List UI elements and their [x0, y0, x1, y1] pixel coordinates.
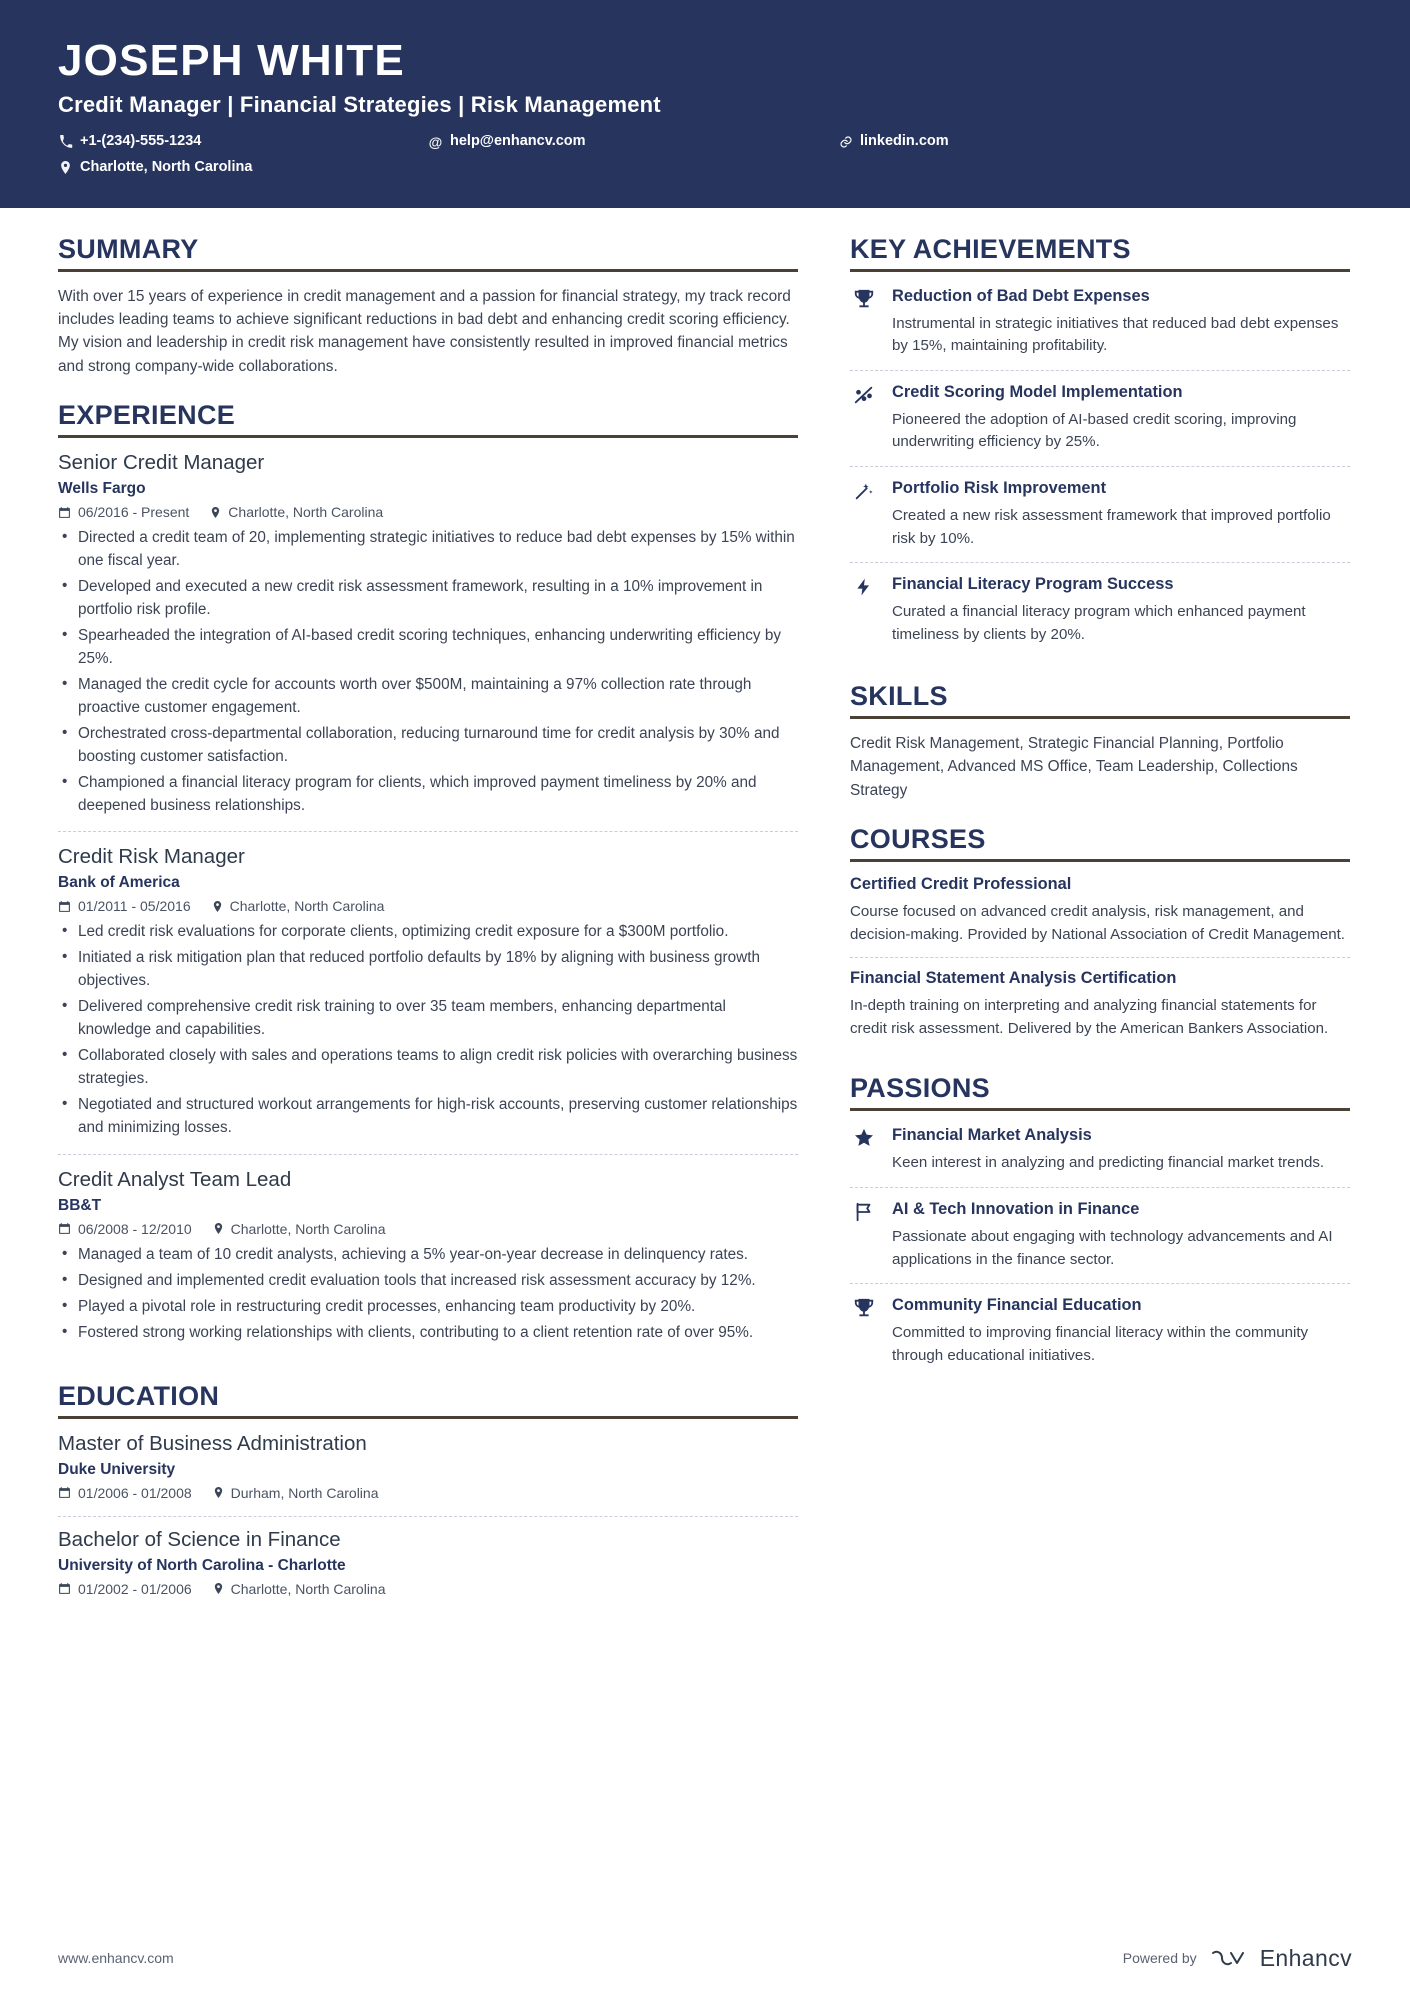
flag-icon	[850, 1200, 878, 1271]
star-icon	[850, 1126, 878, 1175]
page-footer	[0, 1921, 1410, 1995]
education-location-text: Charlotte, North Carolina	[230, 1580, 386, 1597]
calendar-icon	[58, 1582, 71, 1595]
job-bullet: • Managed the credit cycle for accounts worth over $500M, maintaining a 97% collection rate through proactive customer engagement.	[58, 674, 798, 720]
achievement-title: Portfolio Risk Improvement	[892, 479, 1107, 498]
achievement-body	[892, 287, 1350, 358]
calendar-icon	[58, 1486, 71, 1499]
contact-link[interactable]	[838, 130, 1038, 153]
enhancv-wordmark: Enhancv	[1259, 1944, 1352, 1971]
skills-section	[850, 681, 1350, 802]
education-location	[213, 1485, 379, 1501]
magic-wand-icon	[850, 479, 878, 550]
job-bullet: • Directed a credit team of 20, implementing strategic initiatives to reduce bad debt expenses by 15% within one fiscal year.	[58, 527, 798, 573]
achievement-title: Reduction of Bad Debt Expenses	[892, 286, 1150, 305]
passion-item	[850, 1283, 1350, 1379]
education-dates-text: 01/2002 - 01/2006	[78, 1580, 192, 1597]
location-pin-icon	[210, 506, 221, 519]
footer-brand	[1123, 1945, 1352, 1972]
job-role: Senior Credit Manager	[58, 451, 265, 475]
passion-title: Community Financial Education	[892, 1296, 1142, 1315]
job-location	[210, 504, 383, 520]
link-icon	[838, 135, 853, 149]
left-column	[58, 234, 798, 1634]
job-dates	[58, 1221, 192, 1237]
experience-section	[58, 400, 798, 1358]
calendar-icon	[58, 506, 71, 519]
passion-body	[892, 1126, 1350, 1175]
job-bullets	[58, 1244, 798, 1345]
course-item	[850, 875, 1350, 957]
summary-text: With over 15 years of experience in credit management and a passion for financial strategy, my track record includes leading teams to achieve significant reductions in bad debt and enhancing credit scoring efficiency. My vision and leadership in credit risk management have consistently resulted in improved financial metrics and strong company-wide collaborations.	[58, 287, 791, 375]
enhancv-logo-icon	[1209, 1946, 1251, 1970]
trophy-icon	[850, 1296, 878, 1367]
resume-header	[0, 0, 1410, 208]
summary-section	[58, 234, 798, 379]
job-location-text: Charlotte, North Carolina	[230, 1220, 386, 1237]
education-degree: Master of Business Administration	[58, 1431, 367, 1455]
passion-text: Keen interest in analyzing and predicting financial market trends.	[892, 1154, 1325, 1172]
education-section	[58, 1381, 798, 1612]
skills-heading: SKILLS	[850, 680, 948, 711]
enhancv-brand	[1209, 1945, 1352, 1972]
location-pin-icon	[213, 1486, 224, 1499]
calendar-icon	[58, 900, 71, 913]
job-bullet: • Designed and implemented credit evaluation tools that increased risk assessment accuracy by 12%.	[58, 1270, 798, 1293]
job-company: BB&T	[58, 1196, 102, 1214]
contact-location	[58, 156, 1342, 179]
resume-body	[0, 208, 1410, 1634]
location-pin-icon	[58, 160, 73, 175]
achievement-text: Pioneered the adoption of AI-based credit scoring, improving underwriting efficiency by 25%.	[892, 410, 1297, 451]
contact-phone[interactable]	[58, 130, 228, 153]
skills-text: Credit Risk Management, Strategic Financial Planning, Portfolio Management, Advanced MS Office, Team Leadership, Collections Strategy	[850, 734, 1298, 799]
job-role: Credit Risk Manager	[58, 845, 245, 869]
passion-title: Financial Market Analysis	[892, 1126, 1092, 1145]
job-dates-text: 06/2008 - 12/2010	[78, 1220, 192, 1237]
footer-website[interactable]: www.enhancv.com	[58, 1950, 174, 1966]
course-item	[850, 957, 1350, 1051]
education-meta	[58, 1485, 798, 1501]
experience-rule	[58, 435, 798, 438]
job-meta	[58, 898, 798, 914]
education-location-text: Durham, North Carolina	[230, 1484, 379, 1501]
passions-heading: PASSIONS	[850, 1073, 990, 1104]
education-school: University of North Carolina - Charlotte	[58, 1556, 346, 1574]
contact-spacer-2	[678, 130, 838, 153]
education-dates	[58, 1581, 192, 1597]
achievement-body	[892, 479, 1350, 550]
job-role: Credit Analyst Team Lead	[58, 1167, 292, 1191]
trophy-icon	[850, 287, 878, 358]
job-bullet: • Orchestrated cross-departmental collaboration, reducing turnaround time for credit analysis by 30% and boosting customer satisfaction.	[58, 723, 798, 769]
job-bullet: • Fostered strong working relationships with clients, contributing to a client retention rate of over 95%.	[58, 1322, 798, 1345]
contact-link-text: linkedin.com	[860, 133, 949, 150]
achievement-item	[850, 562, 1350, 658]
education-degree: Bachelor of Science in Finance	[58, 1527, 341, 1551]
summary-rule	[58, 269, 798, 272]
chart-scatter-icon	[850, 383, 878, 454]
achievement-body	[892, 383, 1350, 454]
candidate-name: JOSEPH WHITE	[58, 36, 405, 85]
job-meta	[58, 504, 798, 520]
passions-rule	[850, 1108, 1350, 1111]
job-bullets	[58, 527, 798, 817]
contact-row	[58, 130, 1352, 179]
experience-heading: EXPERIENCE	[58, 400, 236, 431]
candidate-title: Credit Manager | Financial Strategies | Risk Management	[58, 92, 661, 118]
summary-heading: SUMMARY	[58, 233, 199, 264]
passion-text: Passionate about engaging with technology advancements and AI applications in the finance sector.	[892, 1228, 1333, 1268]
job-company: Wells Fargo	[58, 480, 146, 498]
achievement-item	[850, 285, 1350, 370]
job-bullet: • Played a pivotal role in restructuring credit processes, enhancing team productivity by 20%.	[58, 1296, 798, 1319]
job-bullet: • Developed and executed a new credit risk assessment framework, resulting in a 10% improvement in portfolio risk profile.	[58, 576, 798, 622]
contact-email[interactable]	[428, 130, 668, 153]
education-item	[58, 1432, 798, 1516]
location-pin-icon	[213, 1222, 224, 1235]
achievement-item	[850, 466, 1350, 562]
achievement-body	[892, 575, 1350, 646]
calendar-icon	[58, 1222, 71, 1235]
right-column	[850, 234, 1350, 1402]
education-rule	[58, 1416, 798, 1419]
lightning-bolt-icon	[850, 575, 878, 646]
job-meta	[58, 1221, 798, 1237]
education-heading: EDUCATION	[58, 1380, 220, 1411]
job-bullet: • Managed a team of 10 credit analysts, achieving a 5% year-on-year decrease in delinquency rates.	[58, 1244, 798, 1267]
education-meta	[58, 1581, 798, 1597]
contact-phone-text: +1-(234)-555-1234	[80, 133, 202, 150]
education-dates-text: 01/2006 - 01/2008	[78, 1484, 192, 1501]
job-location-text: Charlotte, North Carolina	[228, 504, 384, 521]
courses-section	[850, 824, 1350, 1052]
achievement-title: Credit Scoring Model Implementation	[892, 382, 1183, 401]
email-icon: @	[428, 133, 443, 150]
education-location	[213, 1581, 386, 1597]
contact-location-text: Charlotte, North Carolina	[80, 159, 253, 176]
passions-section	[850, 1073, 1350, 1379]
job-bullet: • Initiated a risk mitigation plan that reduced portfolio defaults by 18% by aligning with business growth objectives.	[58, 947, 798, 993]
education-dates	[58, 1485, 192, 1501]
job-location	[213, 1221, 386, 1237]
job-dates-text: 01/2011 - 05/2016	[78, 898, 191, 915]
achievements-section	[850, 234, 1350, 659]
location-pin-icon	[212, 900, 223, 913]
job-bullet: • Championed a financial literacy program for clients, which improved payment timeliness by 20% and deepened business relationships.	[58, 772, 798, 818]
job-dates	[58, 504, 189, 520]
job-company: Bank of America	[58, 874, 180, 892]
passion-body	[892, 1296, 1350, 1367]
passion-item	[850, 1124, 1350, 1187]
contact-email-text: help@enhancv.com	[450, 133, 586, 150]
job-bullet: • Led credit risk evaluations for corporate clients, optimizing credit exposure for a $300M portfolio.	[58, 921, 798, 944]
contact-spacer-1	[238, 130, 428, 153]
course-text: In-depth training on interpreting and analyzing financial statements for credit risk assessment. Delivered by the American Bankers Association.	[850, 997, 1329, 1037]
passion-item	[850, 1187, 1350, 1283]
job-location	[212, 898, 385, 914]
achievement-item	[850, 370, 1350, 466]
job-dates	[58, 898, 191, 914]
achievement-title: Financial Literacy Program Success	[892, 575, 1174, 594]
course-title: Financial Statement Analysis Certification	[850, 969, 1177, 988]
experience-item	[58, 1154, 798, 1359]
phone-icon	[58, 135, 73, 149]
course-title: Certified Credit Professional	[850, 874, 1072, 893]
job-bullet: • Spearheaded the integration of AI-based credit scoring techniques, enhancing underwriting efficiency by 25%.	[58, 625, 798, 671]
achievement-text: Created a new risk assessment framework that improved portfolio risk by 10%.	[892, 507, 1331, 547]
course-text: Course focused on advanced credit analysis, risk management, and decision-making. Provided by National Association of Credit Management.	[850, 902, 1345, 943]
achievement-text: Instrumental in strategic initiatives that reduced bad debt expenses by 15%, maintaining profitability.	[892, 314, 1339, 355]
achievements-rule	[850, 269, 1350, 272]
skills-rule	[850, 716, 1350, 719]
passion-title: AI & Tech Innovation in Finance	[892, 1200, 1140, 1219]
education-school: Duke University	[58, 1460, 176, 1478]
job-bullet: • Delivered comprehensive credit risk training to over 35 team members, enhancing departmental knowledge and capabilities.	[58, 996, 798, 1042]
job-location-text: Charlotte, North Carolina	[229, 898, 385, 915]
location-pin-icon	[213, 1582, 224, 1595]
passion-text: Committed to improving financial literacy within the community through educational initiatives.	[892, 1324, 1309, 1365]
job-bullet: • Negotiated and structured workout arrangements for high-risk accounts, preserving customer relationships and minimizing losses.	[58, 1094, 798, 1140]
job-bullet: • Collaborated closely with sales and operations teams to align credit risk policies with overarching business strategies.	[58, 1045, 798, 1091]
powered-by-label: Powered by	[1122, 1950, 1197, 1966]
experience-item	[58, 451, 798, 831]
courses-heading: COURSES	[850, 823, 986, 854]
job-bullets	[58, 921, 798, 1139]
job-dates-text: 06/2016 - Present	[78, 504, 190, 521]
passion-body	[892, 1200, 1350, 1271]
achievement-text: Curated a financial literacy program which enhanced payment timeliness by clients by 20%.	[892, 603, 1306, 644]
education-item	[58, 1516, 798, 1612]
courses-rule	[850, 859, 1350, 862]
experience-item	[58, 831, 798, 1153]
achievements-heading: KEY ACHIEVEMENTS	[850, 233, 1131, 264]
